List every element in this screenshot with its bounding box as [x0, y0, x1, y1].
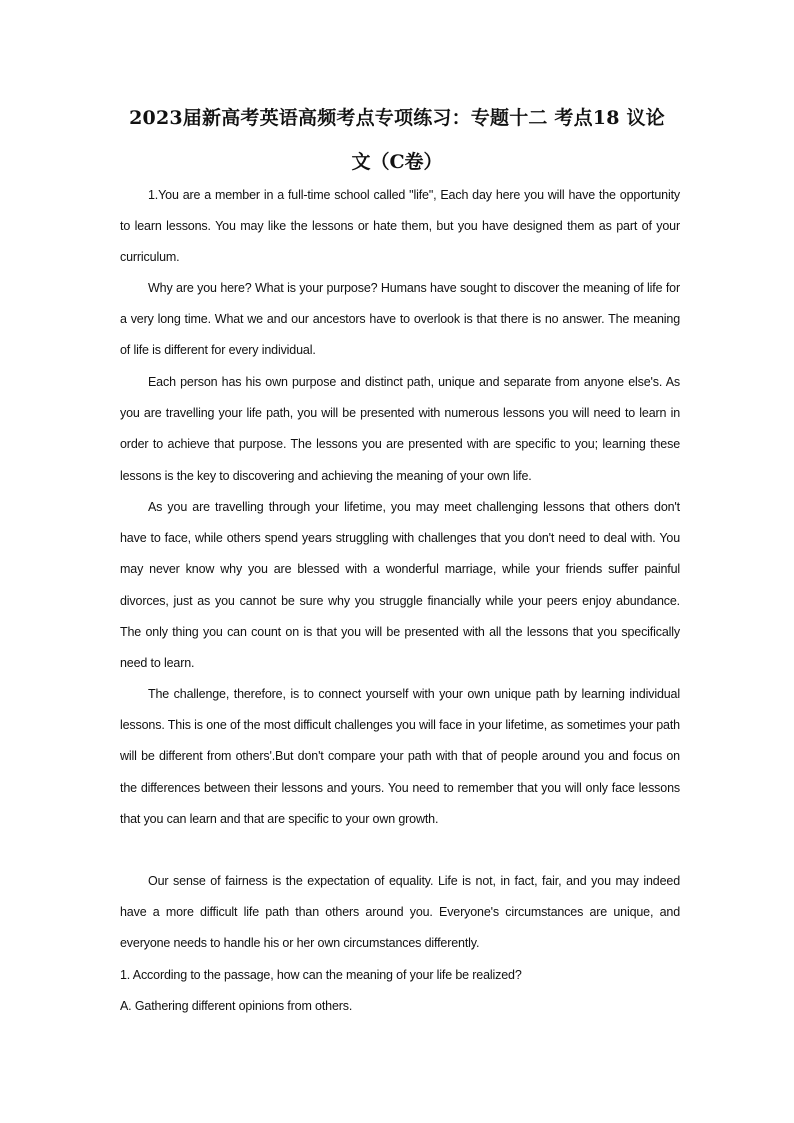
passage-paragraph-4: As you are travelling through your lifetime, you may meet challenging lessons that others don't have to face, while others spend years struggling with challenges that you don't need to deal with. You may never know why you are blessed with a wonderful marriage, while your friends suffer painful divorces, just as you cannot be sure why you struggle financially while your peers enjoy abundance. The only thing you can count on is that you will be presented with all the lessons that you specifically need to learn.: [120, 500, 680, 671]
question-stem: 1. According to the passage, how can the meaning of your life be realized?: [120, 968, 522, 982]
question-option-a: A. Gathering different opinions from others.: [120, 999, 353, 1013]
passage-paragraph-2: Why are you here? What is your purpose? Humans have sought to discover the meaning of life for a very long time. What we and our ancestors have to overlook is that there is no answer. The meaning of life is different for every individual.: [120, 281, 680, 358]
passage-paragraph-1: 1.You are a member in a full-time school called "life", Each day here you will have the opportunity to learn lessons. You may like the lessons or hate them, but you have designed them as part of your curriculum.: [120, 188, 680, 265]
document-title-line-1: 2023届新高考英语高频考点专项练习：专题十二 考点18 议论: [129, 107, 665, 129]
document-title-line-2: 文（C卷）: [351, 151, 443, 173]
passage-paragraph-5: The challenge, therefore, is to connect yourself with your own unique path by learning individual lessons. This is one of the most difficult challenges you will face in your lifetime, as sometimes your path will be different from others'.But don't compare your path with that of people around you and focus on the differences between their lessons and yours. You need to remember that you will only face lessons that you can learn and that are specific to your own growth.: [120, 687, 680, 826]
passage-paragraph-6: Our sense of fairness is the expectation of equality. Life is not, in fact, fair, and you may indeed have a more difficult life path than others around you. Everyone's circumstances are unique, and everyone needs to handle his or her own circumstances differently.: [120, 874, 680, 951]
passage-paragraph-3: Each person has his own purpose and distinct path, unique and separate from anyone else's. As you are travelling your life path, you will be presented with numerous lessons you will need to learn in order to achieve that purpose. The lessons you are presented with are specific to you; learning these lessons is the key to discovering and achieving the meaning of your own life.: [120, 375, 680, 483]
